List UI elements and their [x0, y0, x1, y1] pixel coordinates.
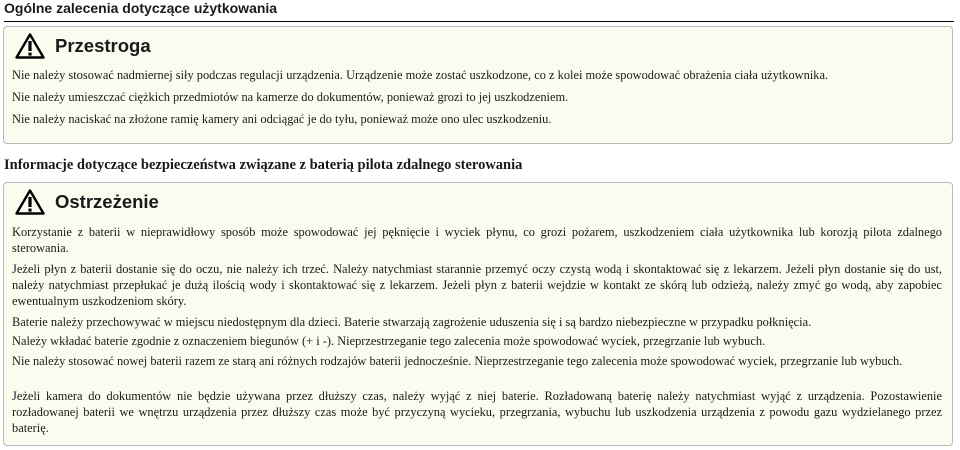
caution-title: Przestroga	[55, 35, 151, 56]
warning-paragraph: Korzystanie z baterii w nieprawidłowy sposób może spowodować jej pęknięcie i wyciek płynu, co grozi pożarem, uszkodzeniem ciała użytkownika lub korozją pilota zdalnego sterowania.	[12, 225, 942, 255]
section-heading-general: Ogólne zalecenia dotyczące użytkowania	[4, 0, 954, 22]
caution-paragraph: Nie należy naciskać na złożone ramię kamery ani odciągać je do tyłu, ponieważ może ono ulec uszkodzeniu.	[12, 112, 552, 126]
section-heading-battery: Informacje dotyczące bezpieczeństwa związane z baterią pilota zdalnego sterowania	[4, 157, 523, 173]
caution-paragraph: Nie należy stosować nadmiernej siły podczas regulacji urządzenia. Urządzenie może zostać uszkodzone, co z kolei może spowodować obrażenia ciała użytkownika.	[12, 68, 829, 82]
warning-paragraph: Jeżeli płyn z baterii dostanie się do oczu, nie należy ich trzeć. Należy natychmiast starannie przemyć oczy czystą wodą i skontaktować się z lekarzem. Jeżeli płyn dostanie się do ust, należy natychmiast przepłukać je dużą ilością wody i skontaktować się z lekarzem. Jeżeli płyn z baterii wejdzie w kontakt ze skórą lub odzieżą, należy zmyć go wodą, aby zapobiec ewentualnym uszkodzeniom skóry.	[12, 262, 942, 308]
warning-paragraph: Nie należy stosować nowej baterii razem ze starą ani różnych rodzajów baterii jednocześnie. Nieprzestrzeganie tego zalecenia może spowodować wyciek, przegrzanie lub wybuch.	[12, 354, 903, 368]
caution-paragraph: Nie należy umieszczać ciężkich przedmiotów na kamerze do dokumentów, ponieważ grozi to jej uszkodzeniem.	[12, 90, 569, 104]
warning-triangle-icon	[15, 189, 45, 215]
warning-triangle-icon	[15, 33, 45, 59]
warning-paragraph: Jeżeli kamera do dokumentów nie będzie używana przez dłuższy czas, należy wyjąć z niej baterie. Rozładowaną baterię należy natychmiast wyjąć z urządzenia. Pozostawienie rozładowanej baterii we wnętrzu urządzenia przez dłuższy czas może być przyczyną wycieku, przegrzania, wybuchu lub uszkodzenia urządzenia z powodu gazu wydzielanego przez baterię.	[12, 389, 942, 435]
caution-box	[3, 26, 953, 144]
warning-paragraph: Należy wkładać baterie zgodnie z oznaczeniem biegunów (+ i -). Nieprzestrzeganie tego zalecenia może spowodować wyciek, przegrzanie lub wybuch.	[12, 334, 766, 348]
warning-paragraph: Baterie należy przechowywać w miejscu niedostępnym dla dzieci. Baterie stwarzają zagrożenie uduszenia się i są bardzo niebezpieczne w przypadku połknięcia.	[12, 315, 812, 329]
warning-header	[4, 183, 952, 213]
warning-box	[3, 182, 953, 446]
warning-title: Ostrzeżenie	[55, 191, 159, 212]
caution-header	[4, 27, 952, 57]
